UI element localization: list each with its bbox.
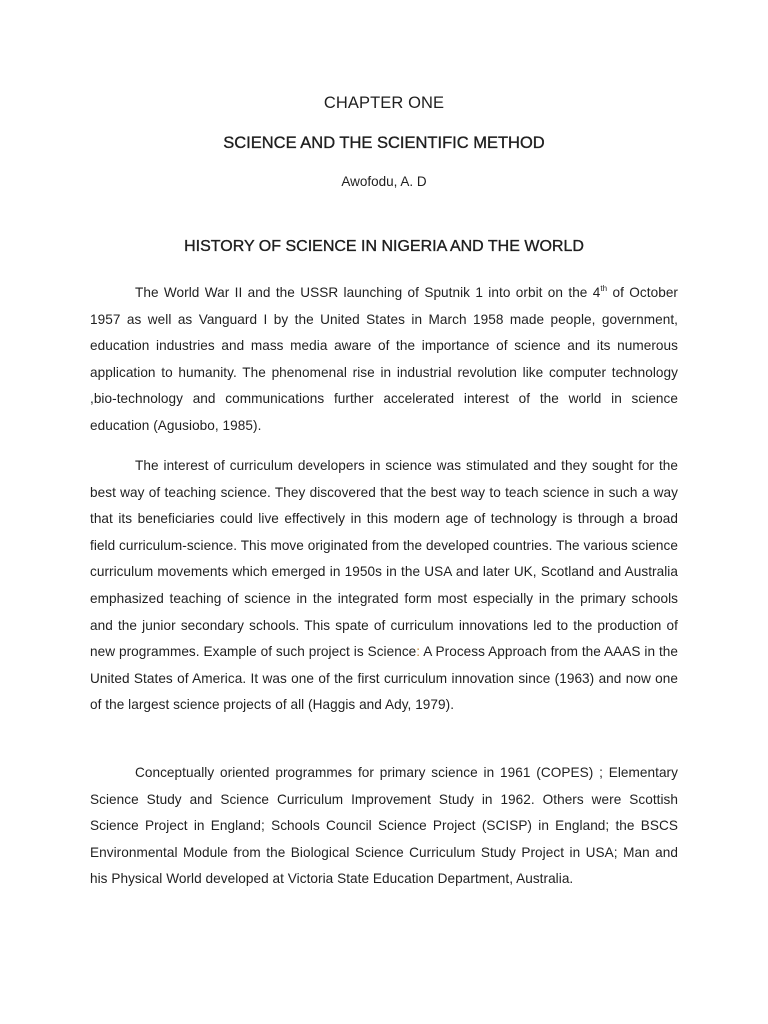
- paragraph-1-text-start: The World War II and the USSR launching of Sputnik 1 into orbit on the 4: [135, 285, 601, 300]
- highlighted-colon: :: [416, 644, 421, 660]
- paragraph-2-text-start: The interest of curriculum developers in science was stimulated and they sought for the best way of teaching science. They discovered that the best way to teach science in such a way that its beneficiaries could live effectively in this modern age of technology is through a broad field curriculum-science. This move originated from the developed countries. The various science curriculum movements which emerged in 1950s in the USA and later UK, Scotland and Australia emphasized teaching of science in the integrated form most especially in the primary schools and the junior secondary schools. This spate of curriculum innovations led to the production of new programmes. Example of such project is Science: [90, 458, 678, 660]
- author-name: Awofodu, A. D: [341, 174, 427, 189]
- paragraph-2-text-end: A Process Approach from the AAAS in the United States of America. It was one of the first curriculum innovation since (1963) and now one of the largest science projects of all (Haggis and Ady, 1979).: [90, 644, 679, 713]
- paragraph-3: Conceptually oriented programmes for primary science in 1961 (COPES) ; Elementary Science Study and Science Curriculum Improvement Study in 1962. Others were Scottish Science Project in England; Schools Council Science Project (SCISP) in England; the BSCS Environmental Module from the Biological Science Curriculum Study Project in USA; Man and his Physical World developed at Victoria State Education Department, Australia.: [90, 765, 678, 887]
- paragraph-1: [90, 280, 678, 440]
- paragraph-1-text-end: of October 1957 as well as Vanguard I by the United States in March 1958 made people, government, education industries and mass media aware of the importance of science and its numerous application to humanity. The phenomenal rise in industrial revolution like computer technology ,bio-technology and communications further accelerated interest of the world in science education (Agusiobo, 1985).: [90, 285, 679, 433]
- paragraph-2: [90, 453, 678, 719]
- ordinal-superscript: th: [600, 284, 608, 293]
- chapter-label: CHAPTER ONE: [323, 94, 445, 112]
- section-heading: HISTORY OF SCIENCE IN NIGERIA AND THE WORLD: [184, 238, 584, 255]
- chapter-title: SCIENCE AND THE SCIENTIFIC METHOD: [223, 134, 545, 152]
